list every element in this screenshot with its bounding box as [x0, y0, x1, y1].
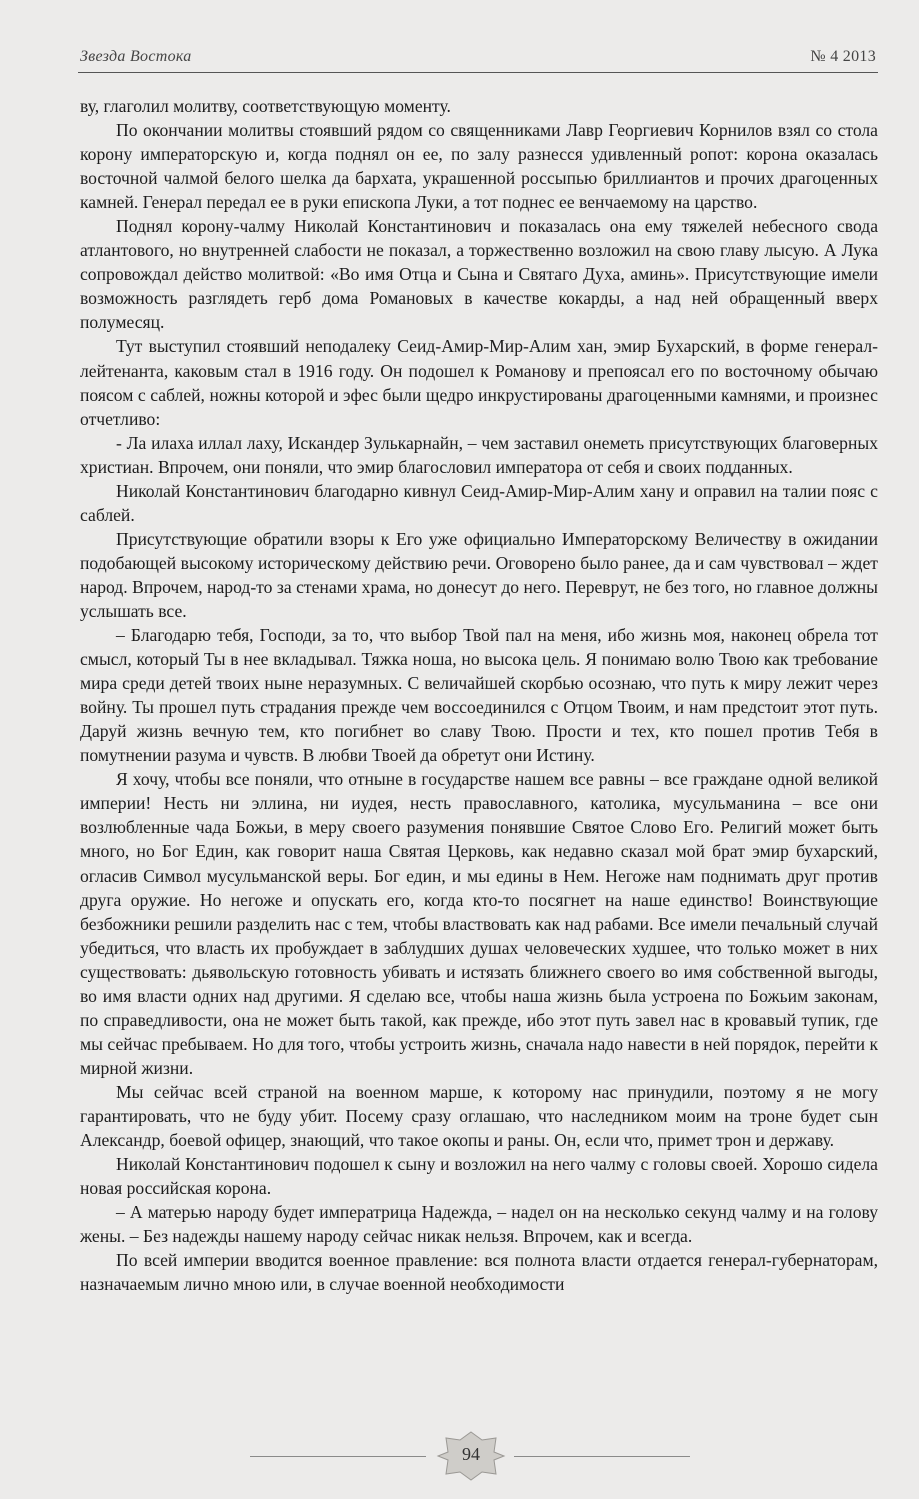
page-footer: [0, 1420, 919, 1490]
footer-rule-left: [250, 1456, 426, 1457]
paragraph: Тут выступил стоявший неподалеку Сеид-Амир-Мир-Алим хан, эмир Бухарский, в форме генерал-лейтенанта, каковым стал в 1916 году. Он подошел к Романову и препоясал его по восточному обычаю поясом с саблей, ножны которой и эфес были щедро инкрустированы драгоценными камнями, и произнес отчетливо:: [80, 336, 878, 429]
article-body: [80, 94, 878, 1296]
paragraph: По всей империи вводится военное правление: вся полнота власти отдается генерал-губернаторам, назначаемым лично мною или, в случае военной необходимости: [80, 1250, 878, 1295]
paragraph: Присутствующие обратили взоры к Его уже официально Императорскому Величеству в ожидании подобающей высокому историческому действию речи. Оговорено было ранее, да и сам чувствовал – ждет народ. Впрочем, народ-то за стенами храма, но донесут до него. Переврут, не без того, но главное должны услышать все.: [80, 528, 878, 621]
paragraph: ву, глаголил молитву, соответствующую моменту.: [80, 96, 451, 116]
magazine-title: Звезда Востока: [80, 48, 192, 65]
footer-rule-right: [514, 1456, 690, 1457]
paragraph: По окончании молитвы стоявший рядом со священниками Лавр Георгиевич Корнилов взял со стола корону императорскую и, когда поднял он ее, по залу разнесся удивленный ропот: корона оказалась восточной чалмой белого шелка да бархата, украшенной россыпью бриллиантов и прочих драгоценных камней. Генерал передал ее в руки епископа Луки, а тот поднес ее венчаемому на царство.: [80, 120, 878, 213]
paragraph: Поднял корону-чалму Николай Константинович и показалась она ему тяжелей небесного свода атлантового, но внутренней слабости не показал, а торжественно возложил на свою главу лысую. А Лука сопровождал действо молитвой: «Во имя Отца и Сына и Святаго Духа, аминь». Присутствующие имели возможность разглядеть герб дома Романовых в качестве кокарды, а над ней обращенный вверх полумесяц.: [80, 216, 878, 333]
paragraph: - Ла илаха иллал лаху, Искандер Зулькарнайн, – чем заставил онеметь присутствующих благоверных христиан. Впрочем, они поняли, что эмир благословил императора от себя и своих подданных.: [80, 432, 878, 477]
paragraph: Николай Константинович подошел к сыну и возложил на него чалму с головы своей. Хорошо сидела новая российская корона.: [80, 1154, 878, 1199]
page-number: 94: [462, 1444, 480, 1464]
paragraph: – А матерью народу будет императрица Надежда, – надел он на несколько секунд чалму и на голову жены. – Без надежды нашему народу сейчас никак нельзя. Впрочем, как и всегда.: [80, 1202, 878, 1247]
paragraph: – Благодарю тебя, Господи, за то, что выбор Твой пал на меня, ибо жизнь моя, наконец обрела тот смысл, который Ты в нее вкладывал. Тяжка ноша, но высока цель. Я понимаю волю Твою как требование мира среди детей твоих ныне неразумных. С величайшей скорбью осознаю, что путь к миру лежит через войну. Ты прошел путь страдания прежде чем воссоединился с Отцом Твоим, и нам предстоит этот путь. Даруй жизнь вечную тем, кто погибнет во славу Твою. Прости и тех, кто пошел против Тебя в помутнении разума и чувств. В любви Твоей да обретут они Истину.: [80, 625, 878, 766]
paragraph: Мы сейчас всей страной на военном марше, к которому нас принудили, поэтому я не могу гарантировать, что не буду убит. Посему сразу оглашаю, что наследником моим на троне будет сын Александр, боевой офицер, знающий, что такое окопы и раны. Он, если что, примет трон и державу.: [80, 1081, 878, 1151]
paragraph: Николай Константинович благодарно кивнул Сеид-Амир-Мир-Алим хану и оправил на талии пояс с саблей.: [80, 480, 878, 525]
issue-number: № 4 2013: [810, 48, 876, 65]
paragraph: Я хочу, чтобы все поняли, что отныне в государстве нашем все равны – все граждане одной великой империи! Несть ни эллина, ни иудея, несть православного, католика, мусульманина – все они возлюбленные чада Божьи, в меру своего разумения понявшие Святое Слово Его. Религий может быть много, но Бог Един, как говорит наша Святая Церковь, как недавно сказал мой брат эмир бухарский, огласив Символ мусульманской веры. Бог един, и мы едины в Нем. Негоже нам поднимать друг против друга оружие. Но негоже и опускать его, когда кто-то посягнет на наше единство! Воинствующие безбожники решили разделить нас с тем, чтобы властвовать как над рабами. Все имели печальный случай убедиться, что власть их пробуждает в заблудших душах человеческих худшее, что только может в них существовать: дьявольскую готовность убивать и истязать ближнего своего во имя собственной выгоды, во имя власти одних над другими. Я сделаю все, чтобы наша жизнь была устроена по Божьим законам, по справедливости, она не может быть такой, как прежде, ибо этот путь завел нас в кровавый тупик, где мы сейчас пребываем. Но для того, чтобы устроить жизнь, сначала надо навести в ней порядок, перейти к мирной жизни.: [80, 769, 878, 1078]
running-header: [78, 44, 878, 73]
